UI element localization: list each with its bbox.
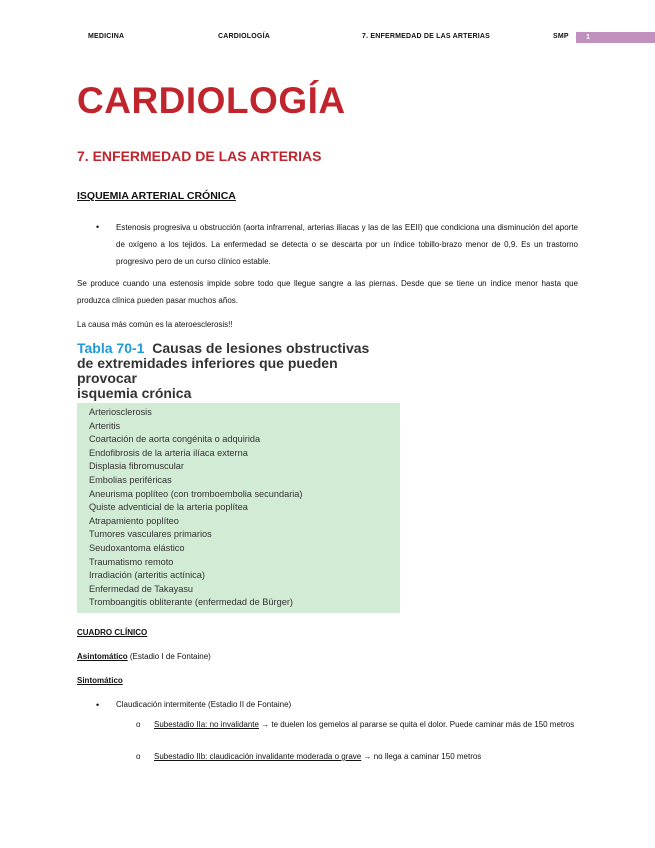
- asymptomatic-label: Asintomático: [77, 652, 128, 661]
- section-heading: ISQUEMIA ARTERIAL CRÓNICA: [77, 190, 236, 202]
- substage-iib-text: → no llega a caminar 150 metros: [361, 752, 482, 761]
- table-row: Displasia fibromuscular: [89, 461, 184, 472]
- substage-iia-text: → te duelen los gemelos al pararse se quita el dolor. Puede caminar más de 150 metros: [258, 720, 575, 729]
- header-author: SMP: [553, 33, 569, 40]
- bullet-icon: •: [96, 700, 100, 710]
- symptomatic-heading: Sintomático: [77, 676, 123, 685]
- table-row: Quiste adventicial de la arteria poplítea: [89, 502, 248, 513]
- paragraph-cause: La causa más común es la ateroesclerosis!!: [77, 320, 233, 329]
- table-row: Traumatismo remoto: [89, 556, 174, 567]
- table-caption-line2: de extremidades inferiores que pueden provocar: [77, 355, 338, 386]
- asymptomatic-stage: (Estadio I de Fontaine): [127, 652, 211, 661]
- table-row: Tumores vasculares primarios: [89, 529, 212, 540]
- chapter-title: 7. ENFERMEDAD DE LAS ARTERIAS: [77, 148, 322, 164]
- header-specialty: CARDIOLOGÍA: [218, 33, 270, 40]
- paragraph-stenosis: Se produce cuando una estenosis impide sobre todo que llegue sangre a las piernas. Desde que se tiene un índice menor hasta que produzca clínica pueden pasar muchos años.: [77, 279, 578, 305]
- sub-bullet-icon: o: [136, 752, 141, 761]
- page-header: [0, 33, 655, 45]
- substage-iib-label: Subestadio IIb: claudicación invalidante moderada o grave: [154, 752, 362, 761]
- table-row: Tromboangitis obliterante (enfermedad de Bürger): [89, 597, 293, 608]
- page-title: CARDIOLOGÍA: [77, 80, 346, 121]
- sub-bullet-icon: o: [136, 720, 141, 729]
- table-row: Arteritis: [89, 420, 121, 431]
- page-number: 1: [576, 32, 655, 43]
- table-caption-line1: Causas de lesiones obstructivas: [152, 340, 370, 356]
- table-row: Aneurisma poplíteo (con tromboembolia secundaria): [89, 488, 303, 499]
- header-topic: 7. ENFERMEDAD DE LAS ARTERIAS: [362, 33, 491, 40]
- definition-bullet: [96, 219, 578, 270]
- table-caption-line3: isquemia crónica: [77, 385, 192, 401]
- table-row: Arteriosclerosis: [89, 407, 152, 417]
- table-row: Atrapamiento poplíteo: [89, 515, 179, 526]
- table-row: Coartación de aorta congénita o adquirida: [89, 434, 261, 445]
- table-row: Seudoxantoma elástico: [89, 542, 185, 553]
- substage-iib: [136, 748, 576, 765]
- substage-iia: [136, 716, 576, 733]
- claudication-text: Claudicación intermitente (Estadio II de Fontaine): [116, 700, 292, 709]
- causes-table: [77, 341, 400, 613]
- asymptomatic-line: [77, 652, 211, 661]
- definition-text: Estenosis progresiva u obstrucción (aorta infrarrenal, arterias ilíacas y las de las EEII) que condiciona una disminución del aporte de oxígeno a los tejidos. La enfermedad se detecta o se descarta por un índice tobillo-brazo menor de 0,9. Es un trastorno progresivo pero de un curso clínico estable.: [116, 223, 578, 266]
- table-row: Endofibrosis de la arteria ilíaca externa: [89, 447, 248, 458]
- clinical-heading: CUADRO CLÍNICO: [77, 628, 148, 637]
- table-body: [77, 403, 400, 613]
- claudication-bullet: [96, 700, 291, 709]
- bullet-icon: •: [96, 222, 100, 232]
- table-row: Embolias periféricas: [89, 474, 172, 485]
- header-subject: MEDICINA: [88, 33, 125, 40]
- table-row: Irradiación (arteritis actínica): [89, 570, 205, 581]
- table-row: Enfermedad de Takayasu: [89, 583, 194, 594]
- substage-iia-label: Subestadio IIa: no invalidante: [154, 720, 259, 729]
- table-number: Tabla 70-1: [77, 340, 145, 356]
- table-caption: [77, 341, 400, 401]
